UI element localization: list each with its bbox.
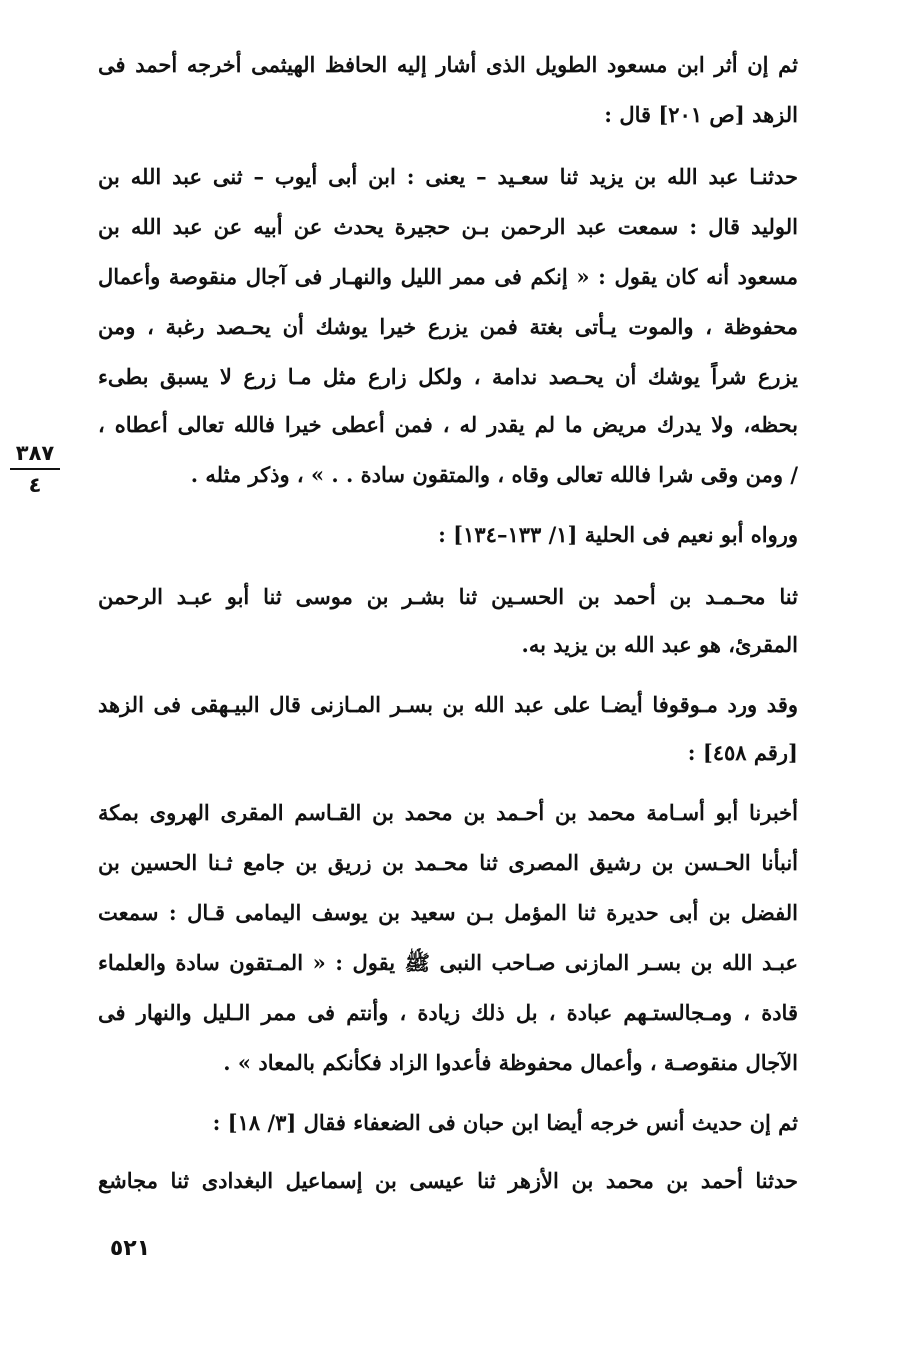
text-line: حدثنا أحمد بن محمد بن الأزهر ثنا عيسى بن إسماعيل البغدادى ثنا مجاشع xyxy=(98,1168,798,1193)
text-line: الآجال منقوصـة ، وأعمال محفوظة فأعدوا الزاد فكأنكم بالمعاد » . xyxy=(223,1050,798,1075)
text-line: ثم إن أثر ابن مسعود الطويل الذى أشار إليه الحافظ الهيثمى أخرجه أحمد فى xyxy=(98,52,798,77)
text-line: [رقم ٤٥٨] : xyxy=(687,740,798,765)
text-line: ثم إن حديث أنس خرجه أيضا ابن حبان فى الضعفاء فقال [٣/ ١٨] : xyxy=(212,1110,798,1135)
text-line: وقد ورد مـوقوفا أيضـا على عبد الله بن بسـر المـازنى قال البيـهقى فى الزهد xyxy=(98,692,798,717)
text-line: / ومن وقى شرا فالله تعالى وقاه ، والمتقون سادة . . » ، وذكر مثله . xyxy=(190,462,798,487)
text-line: عبـد الله بن بسـر المازنى صـاحب النبى ﷺ يقول : « المـتقون سادة والعلماء xyxy=(98,950,798,975)
margin-reference-top: ٣٨٧ xyxy=(10,440,60,470)
margin-reference xyxy=(10,440,60,498)
text-line: قادة ، ومـجالستـهم عبادة ، بل ذلك زيادة ، وأنتم فى ممر الـليل والنهار فى xyxy=(98,1000,798,1025)
text-line: بحظه، ولا يدرك مريض ما لم يقدر له ، فمن أعطى خيرا فالله تعالى أعطاه ، xyxy=(98,412,798,437)
text-line: الزهد [ص ٢٠١] قال : xyxy=(604,102,798,127)
text-line: المقرئ، هو عبد الله بن يزيد به. xyxy=(521,632,798,657)
text-line: محفوظة ، والموت يـأتى بغتة فمن يزرع خيرا يوشك أن يحـصد رغبة ، ومن xyxy=(98,314,798,339)
text-line: ورواه أبو نعيم فى الحلية [١/ ١٣٣–١٣٤] : xyxy=(438,522,798,547)
text-line: الوليد قال : سمعت عبد الرحمن بـن حجيرة يحدث عن أبيه عن عبد الله بن xyxy=(98,214,798,239)
text-line: يزرع شراً يوشك أن يحـصد ندامة ، ولكل زارع مثل مـا زرع لا يسبق بطىء xyxy=(98,364,798,389)
margin-reference-bottom: ٤ xyxy=(28,473,42,497)
text-line: أنبأنا الحـسن بن رشيق المصرى ثنا محـمد بن زريق بن جامع ثـنا الحسين بن xyxy=(98,850,798,875)
text-line: الفضل بن أبى حديرة ثنا المؤمل بـن سعيد بن يوسف اليمامى قـال : سمعت xyxy=(98,900,798,925)
text-line: مسعود أنه كان يقول : « إنكم فى ممر الليل والنهـار فى آجال منقوصة وأعمال xyxy=(98,264,798,289)
text-line: حدثنـا عبد الله بن يزيد ثنا سعـيد – يعنى : ابن أبى أيوب – ثنى عبد الله بن xyxy=(98,164,798,189)
text-line: أخبرنا أبو أسـامة محمد بن أحـمد بن محمد بن القـاسم المقرى الهروى بمكة xyxy=(98,800,798,825)
text-line: ثنا محـمـد بن أحمد بن الحسـين ثنا بشـر بن موسى ثنا أبو عبـد الرحمن xyxy=(98,584,798,609)
page-number: ٥٢١ xyxy=(109,1236,151,1261)
